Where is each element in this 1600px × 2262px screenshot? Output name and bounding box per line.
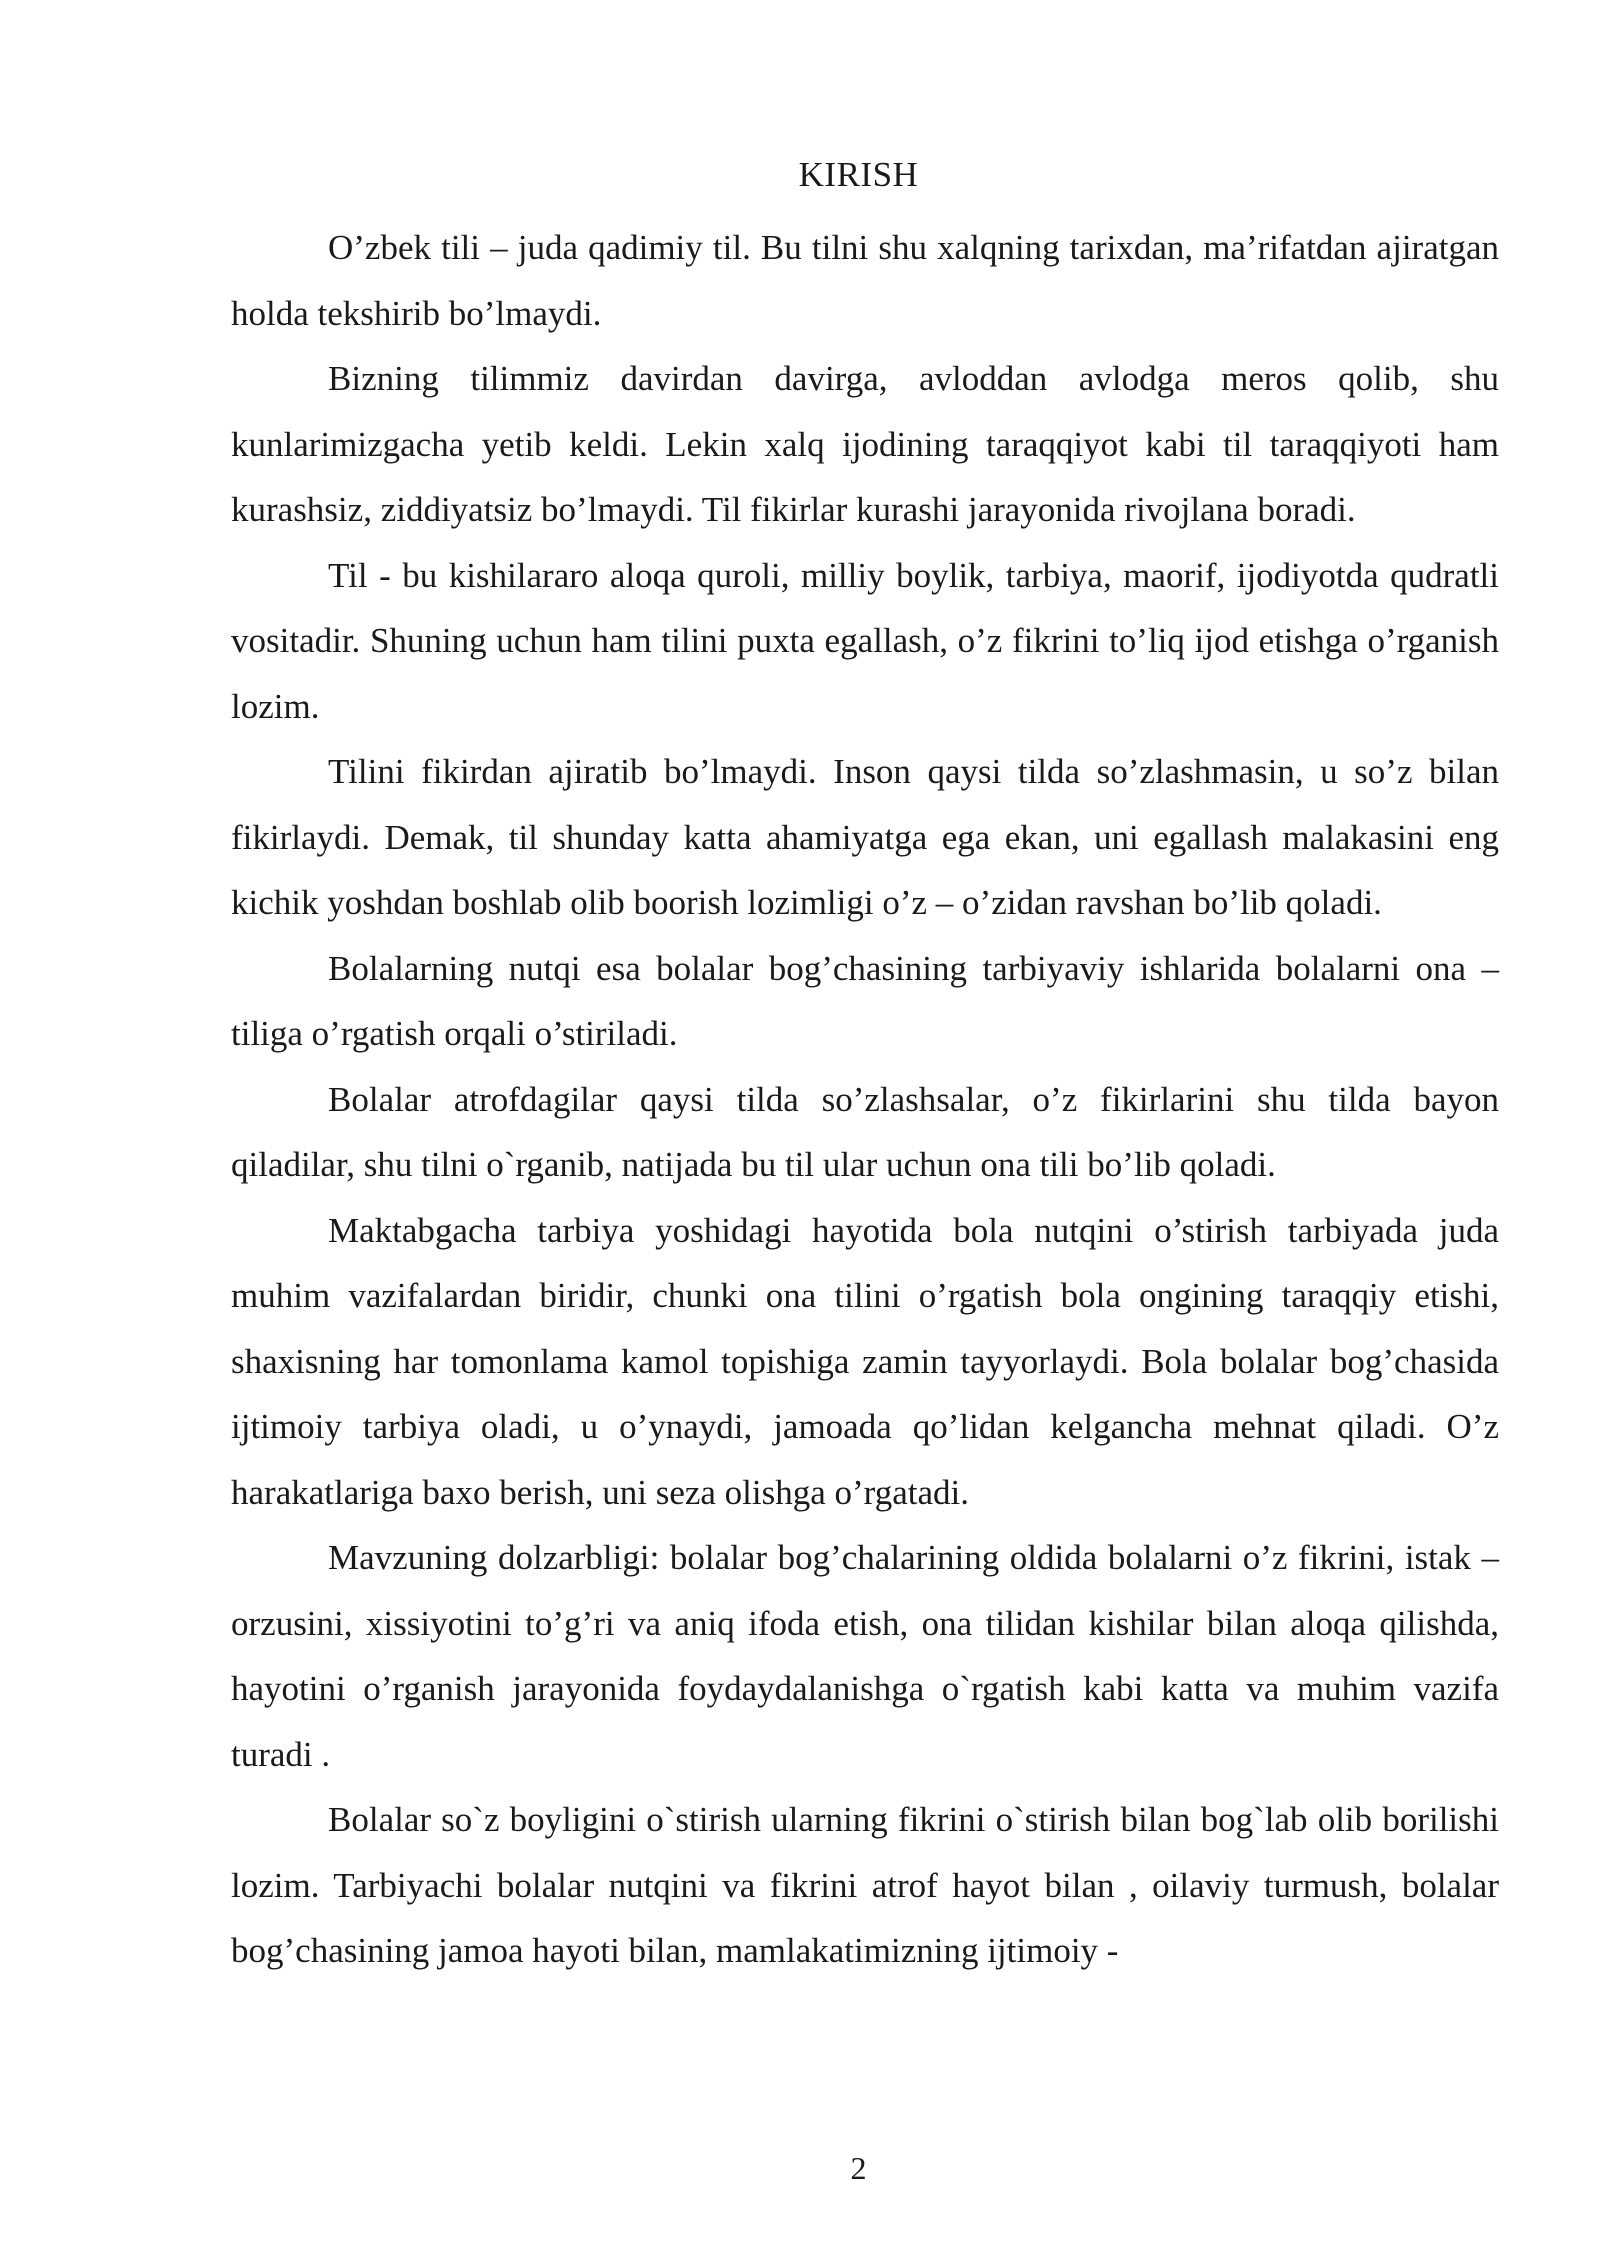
paragraph-6: Bolalar atrofdagilar qaysi tilda so’zlashsalar, o’z fikirlarini shu tilda bayon qiladilar, shu tilni o`rganib, natijada bu til ular uchun ona tili bo’lib qoladi.: [231, 1079, 1499, 1184]
paragraph-1: O’zbek tili – juda qadimiy til. Bu tilni shu xalqning tarixdan, ma’rifatdan ajiratgan holda tekshirib bo’lmaydi.: [231, 228, 1499, 333]
paragraph-4: Tilini fikirdan ajiratib bo’lmaydi. Inson qaysi tilda so’zlashmasin, u so’z bilan fikirlaydi. Demak, til shunday katta ahamiyatga ega ekan, uni egallash malakasini eng kichik yoshdan boshlab olib boorish lozimligi o’z – o’zidan ravshan bo’lib qoladi.: [231, 752, 1499, 922]
paragraph-8: Mavzuning dolzarbligi: bolalar bog’chalarining oldida bolalarni o’z fikrini, istak – orzusini, xissiyotini to’g’ri va aniq ifoda etish, ona tilidan kishilar bilan aloqa qilishda, hayotini o’rganish jarayonida foydaydalanishga o`rgatish kabi katta va muhim vazifa turadi .: [231, 1538, 1499, 1774]
document-body: [231, 215, 1499, 1984]
paragraph-3: Til - bu kishilararo aloqa quroli, milliy boylik, tarbiya, maorif, ijodiyotda qudratli vositadir. Shuning uchun ham tilini puxta egallash, o’z fikrini to’liq ijod etishga o’rganish lozim.: [231, 555, 1499, 726]
paragraph-2: Bizning tilimmiz davirdan davirga, avloddan avlodga meros qolib, shu kunlarimizgacha yetib keldi. Lekin xalq ijodining taraqqiyot kabi til taraqqiyoti ham kurashsiz, ziddiyatsiz bo’lmaydi. Til fikirlar kurashi jarayonida rivojlana boradi.: [231, 359, 1499, 529]
paragraph-5: Bolalarning nutqi esa bolalar bog’chasining tarbiyaviy ishlarida bolalarni ona – tiliga o’rgatish orqali o’stiriladi.: [231, 948, 1499, 1053]
paragraph-7: Maktabgacha tarbiya yoshidagi hayotida bola nutqini o’stirish tarbiyada juda muhim vazifalardan biridir, chunki ona tilini o’rgatish bola ongining taraqqiy etishi, shaxisning har tomonlama kamol topishiga zamin tayyorlaydi. Bola bolalar bog’chasida ijtimoiy tarbiya oladi, u o’ynaydi, jamoada qo’lidan kelgancha mehnat qiladi. O’z harakatlariga baxo berish, uni seza olishga o’rgatadi.: [231, 1210, 1499, 1512]
page-title: KIRISH: [798, 155, 919, 194]
paragraph-9: Bolalar so`z boyligini o`stirish ularning fikrini o`stirish bilan bog`lab olib borilishi lozim. Tarbiyachi bolalar nutqini va fikrini atrof hayot bilan , oilaviy turmush, bolalar bog’chasining jamoa hayoti bilan, mamlakatimizning ijtimoiy -: [231, 1800, 1499, 1970]
page-number: 2: [850, 2150, 867, 2186]
